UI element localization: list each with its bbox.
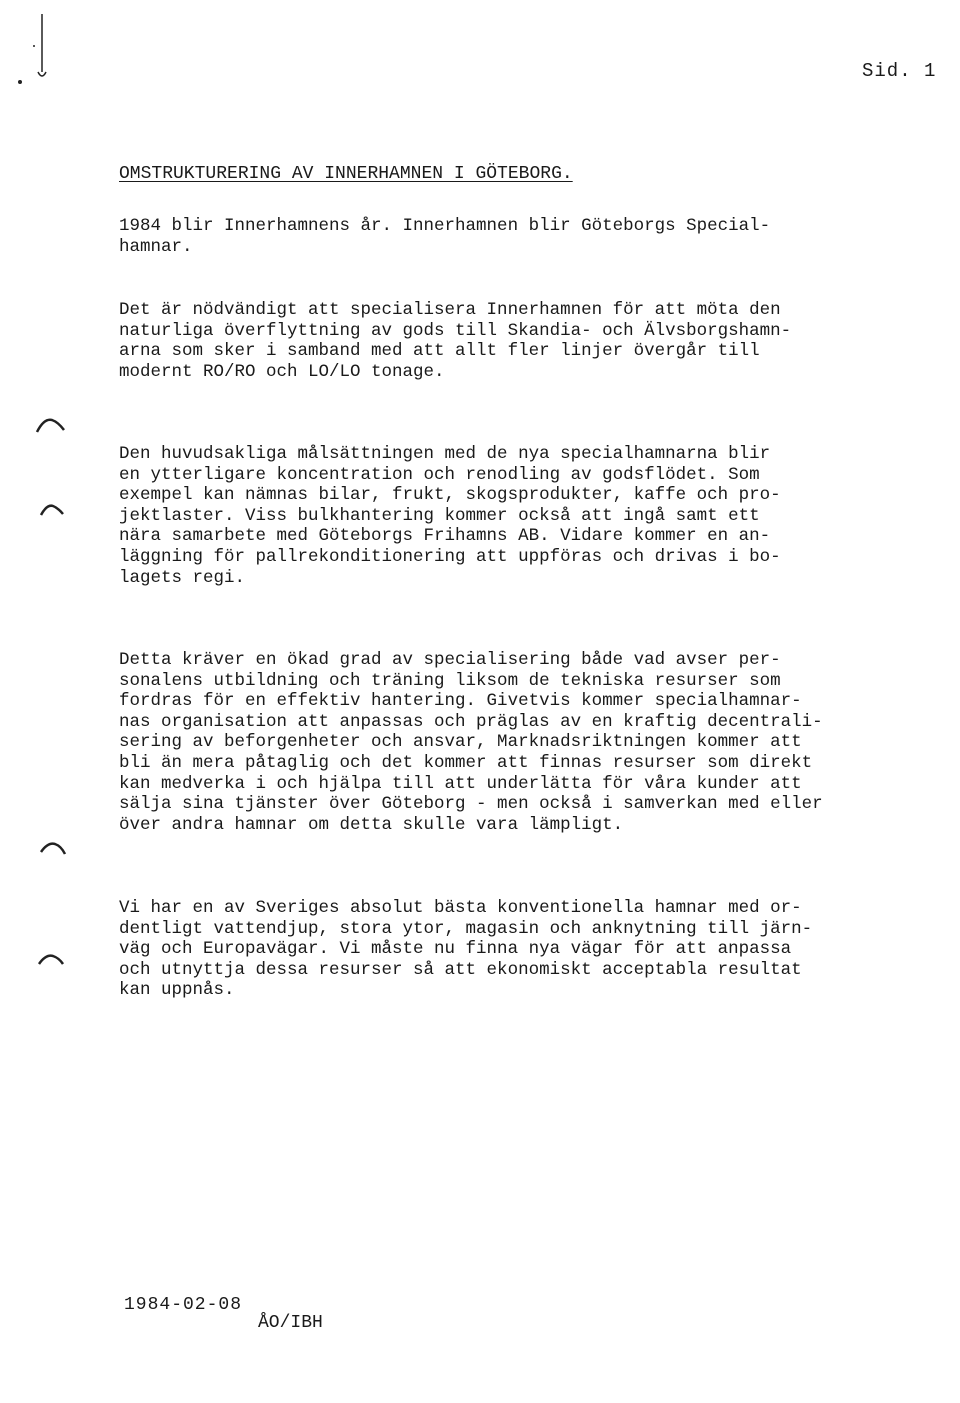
text-line: kan uppnås. [119,980,235,1001]
text-line: hamnar. [119,236,193,257]
text-line: nas organisation att anpassas och präglas av en kraftig decentrali- [119,711,823,732]
document-title: OMSTRUKTURERING AV INNERHAMNEN I GÖTEBORG. [119,164,573,184]
text-line: bli än mera påtaglig och det kommer att finnas resurser som direkt [119,752,813,773]
document-date: 1984-02-08 [124,1295,243,1315]
signature-code: ÅO/IBH [258,1313,323,1333]
text-line: dentligt vattendjup, stora ytor, magasin och anknytning till järn- [119,918,813,939]
text-line: läggning för pallrekonditionering att uppföras och drivas i bo- [119,546,781,567]
text-line: sering av beforgenheter och ansvar, Marknadsriktningen kommer att [119,732,802,753]
text-line: kan medverka i och hjälpa till att underlätta för våra kunder att [119,773,802,794]
text-line: Vi har en av Sveriges absolut bästa konventionella hamnar med or- [119,898,802,918]
text-line: Den huvudsakliga målsättningen med de nya specialhamnarna blir [119,444,771,464]
text-line: sälja sina tjänster över Göteborg - men också i samverkan med eller [119,794,823,815]
text-line: arna som sker i samband med att allt fler linjer övergår till [119,341,760,362]
text-line: Det är nödvändigt att specialisera Innerhamnen för att möta den [119,300,781,320]
text-line: nära samarbete med Göteborgs Frihamns AB. Vidare kommer en an- [119,526,771,547]
tick-mark-3 [38,838,68,858]
text-line: sonalens utbildning och träning liksom de tekniska resurser som [119,670,781,691]
binder-mark-top [8,10,48,90]
text-line: en ytterligare koncentration och renodling av godsflödet. Som [119,464,760,485]
text-line: väg och Europavägar. Vi måste nu finna nya vägar för att anpassa [119,939,792,960]
text-line: jektlaster. Viss bulkhantering kommer också att ingå samt ett [119,505,760,526]
text-line: 1984 blir Innerhamnens år. Innerhamnen blir Göteborgs Special- [119,216,771,236]
paragraph-2 [119,300,949,382]
text-line: modernt RO/RO och LO/LO tonage. [119,361,445,382]
tick-mark-1 [34,416,68,436]
text-line: lagets regi. [119,567,246,588]
text-line: naturliga överflyttning av gods till Skandia- och Älvsborgshamn- [119,320,792,341]
text-line: och utnyttja dessa resurser så att ekonomiskt acceptabla resultat [119,959,802,980]
paragraph-3 [119,444,949,588]
text-line: exempel kan nämnas bilar, frukt, skogsprodukter, kaffe och pro- [119,485,781,506]
paragraph-4 [119,650,949,835]
tick-mark-2 [38,500,66,520]
text-line: Detta kräver en ökad grad av specialisering både vad avser per- [119,650,781,670]
paragraph-5 [119,898,949,1001]
paragraph-1 [119,216,949,257]
page-number: Sid. 1 [862,60,937,82]
text-line: fordras för en effektiv hantering. Givetvis kommer specialhamnar- [119,691,802,712]
text-line: över andra hamnar om detta skulle vara lämpligt. [119,814,624,835]
tick-mark-4 [36,948,66,968]
